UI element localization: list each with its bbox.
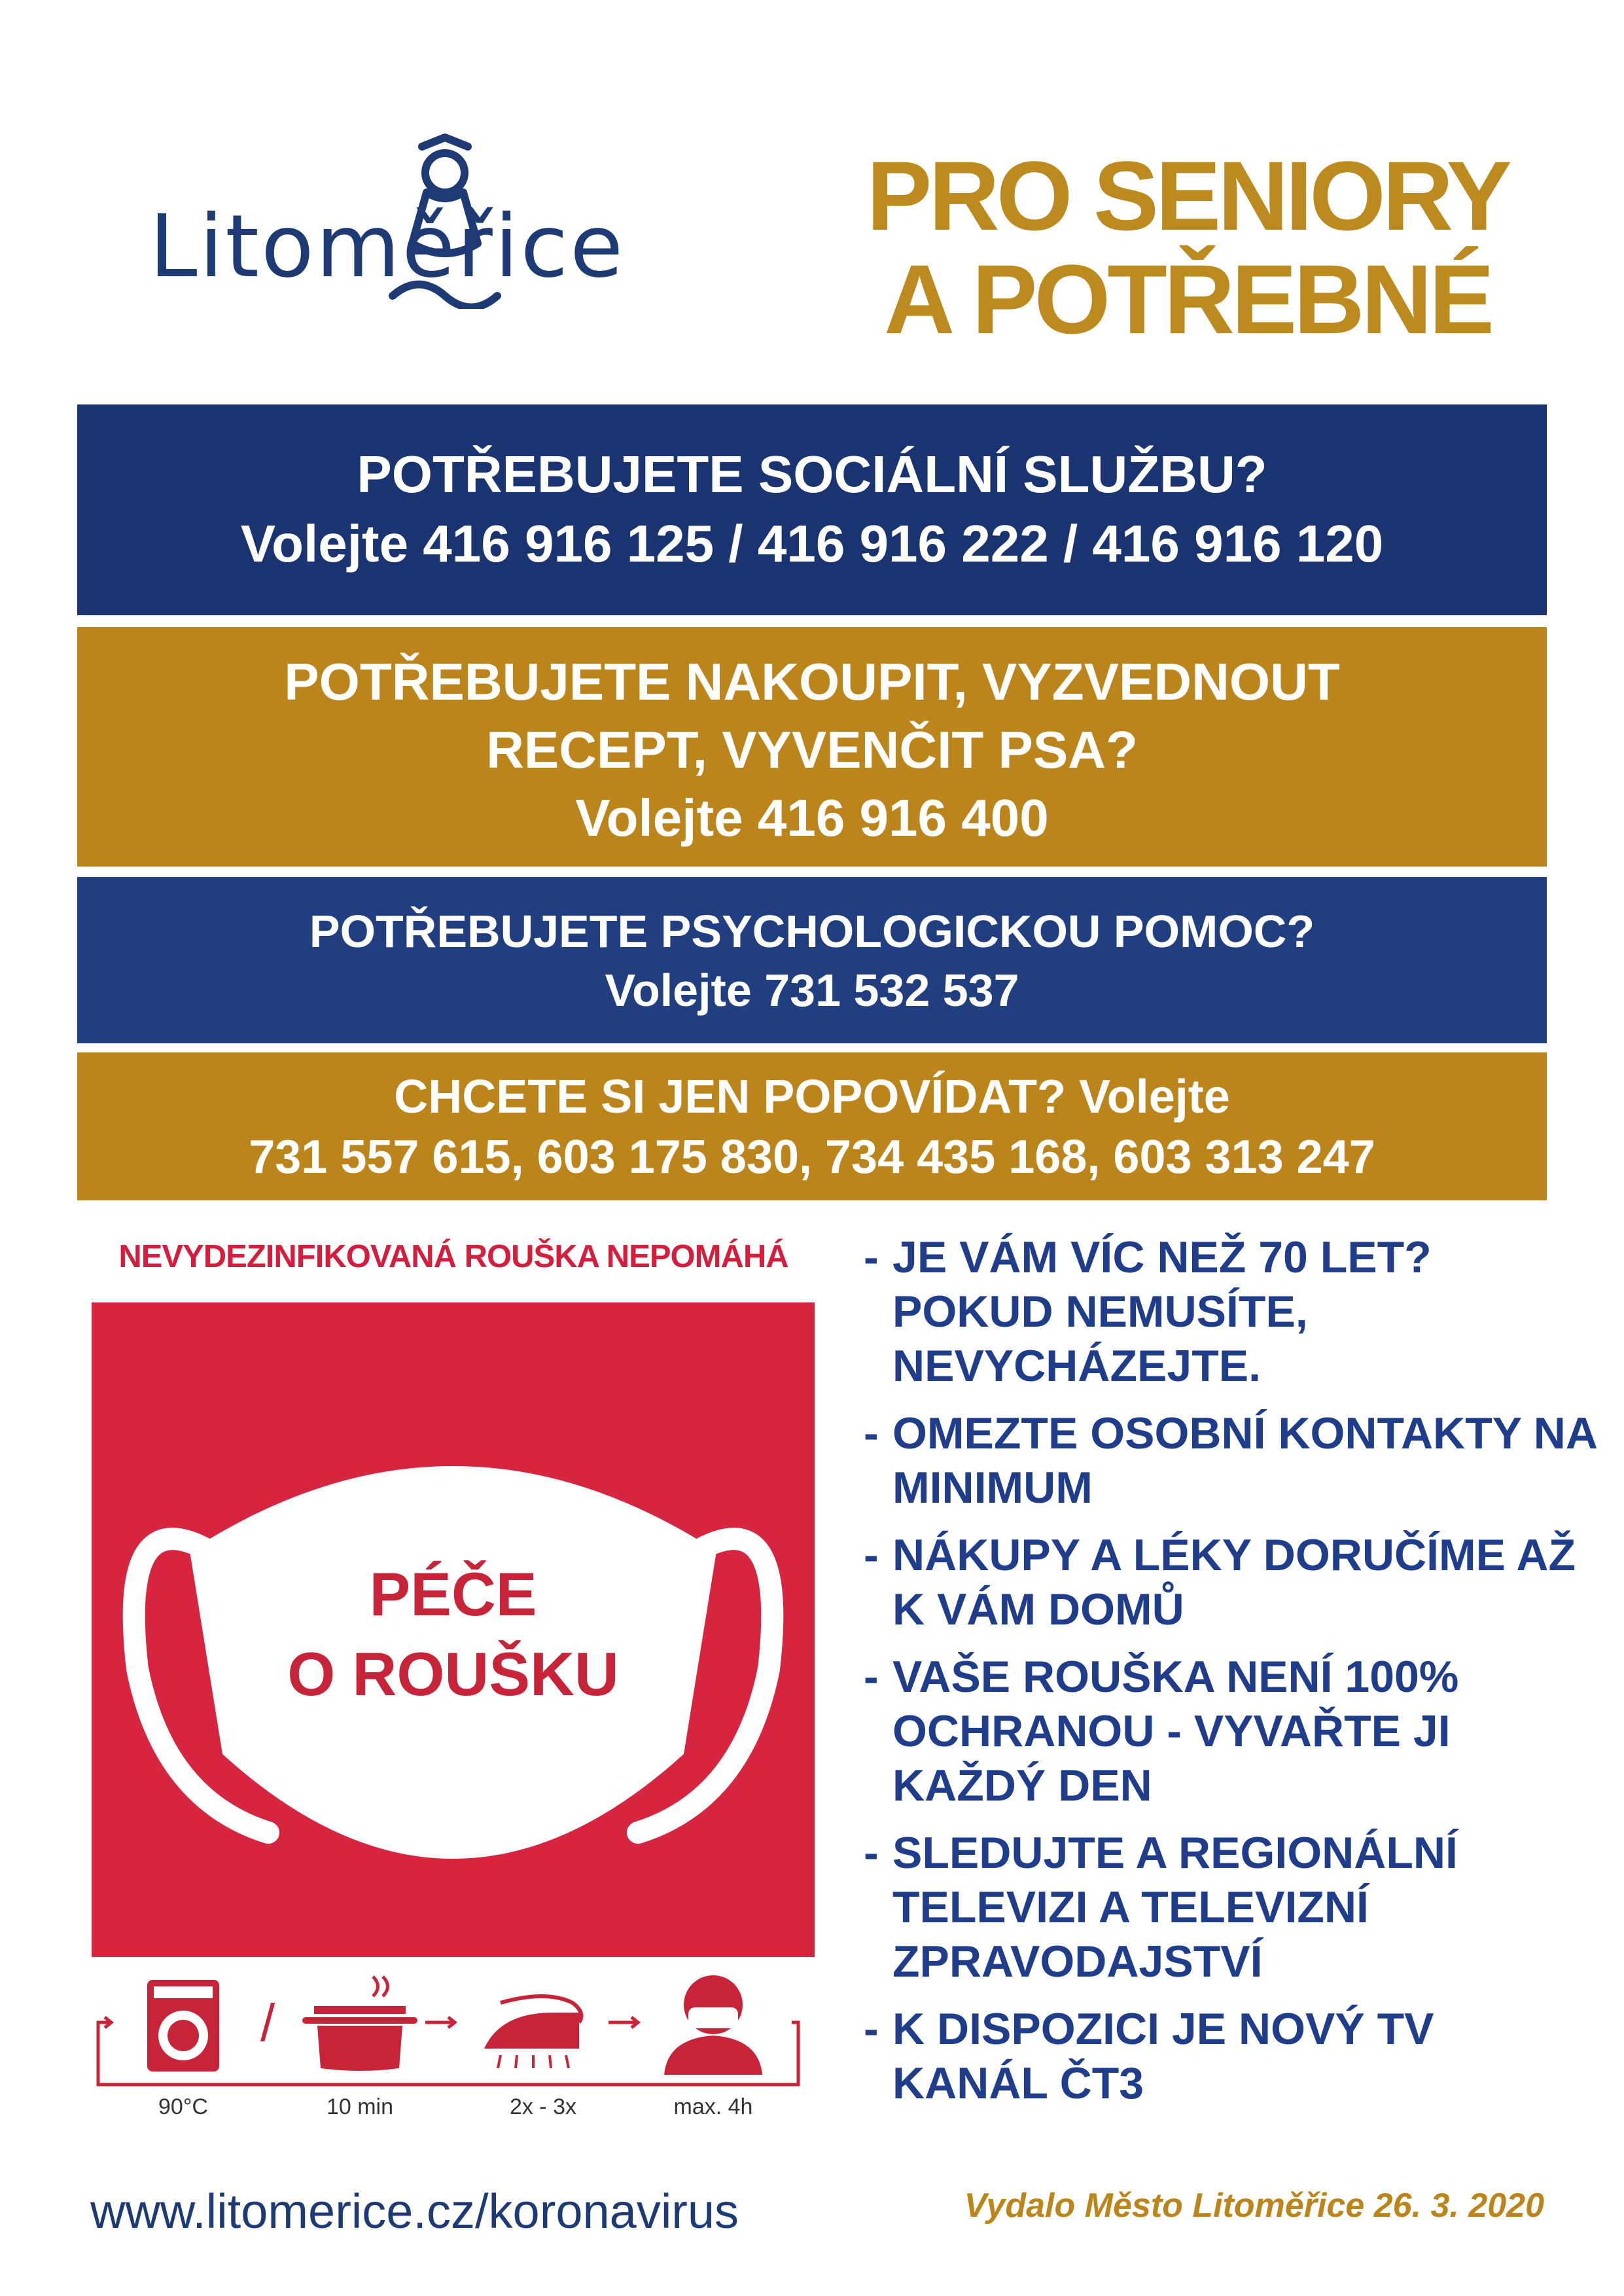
band-phone-numbers: Volejte 731 532 537 <box>605 965 1019 1016</box>
bullet-dash: - <box>864 1652 879 1702</box>
band-social-service <box>77 404 1547 615</box>
city-logo <box>144 124 746 321</box>
band-heading: POTŘEBUJETE PSYCHOLOGICKOU POMOC? <box>309 906 1315 957</box>
advice-text: SLEDUJTE A REGIONÁLNÍ TELEVIZI A TELEVIZNÍ ZPRAVODAJSTVÍ <box>892 1828 1458 1986</box>
step-label: 90°C <box>158 2094 208 2119</box>
list-item <box>864 1407 1597 1515</box>
list-item <box>864 1528 1597 1637</box>
list-item <box>864 1826 1597 1989</box>
step-separator: / <box>260 1994 275 2052</box>
bullet-dash: - <box>864 2004 879 2054</box>
list-item <box>864 1230 1597 1393</box>
advice-text: JE VÁM VÍC NEŽ 70 LET? POKUD NEMUSÍTE, NEVYCHÁZEJTE. <box>892 1232 1432 1391</box>
mask-care-steps <box>92 1964 815 2117</box>
mask-care-card <box>92 1302 815 2117</box>
band-heading: POTŘEBUJETE SOCIÁLNÍ SLUŽBU? <box>357 445 1267 503</box>
advice-text: NÁKUPY A LÉKY DORUČÍME AŽ K VÁM DOMŮ <box>892 1530 1576 1634</box>
band-psychological-help <box>77 877 1547 1043</box>
headline-line-1: PRO SENIORY <box>866 141 1509 251</box>
mask-care-title <box>92 1554 815 1714</box>
headline-line-2: A POTŘEBNÉ <box>884 244 1491 354</box>
band-shopping-help <box>77 627 1547 867</box>
band-phone-numbers: 731 557 615, 603 175 830, 734 435 168, 603 313 247 <box>249 1131 1375 1183</box>
logo-wordmark: Litoměřice <box>149 196 626 297</box>
website-url[interactable]: www.litomerice.cz/koronavirus <box>90 2184 739 2238</box>
bullet-dash: - <box>864 1828 879 1878</box>
bullet-dash: - <box>864 1232 879 1282</box>
band-phone-numbers: Volejte 416 916 400 <box>575 789 1049 847</box>
mask-title-line-2: O ROUŠKU <box>287 1640 619 1708</box>
band-heading-cont: RECEPT, VYVENČIT PSA? <box>486 721 1138 779</box>
issued-by-note: Vydalo Město Litoměřice 26. 3. 2020 <box>964 2187 1544 2225</box>
mask-warning: NEVYDEZINFIKOVANÁ ROUŠKA NEPOMÁHÁ <box>118 1239 788 1274</box>
advice-text: K DISPOZICI JE NOVÝ TV KANÁL ČT3 <box>892 2004 1434 2108</box>
cooking-pot-icon <box>301 1970 419 2075</box>
mask-title-line-1: PÉČE <box>369 1560 537 1628</box>
band-heading: POTŘEBUJETE NAKOUPIT, VYZVEDNOUT <box>284 653 1340 711</box>
washing-machine-icon <box>144 1977 222 2075</box>
advice-text: OMEZTE OSOBNÍ KONTAKTY NA MINIMUM <box>892 1408 1597 1513</box>
band-chat-line <box>77 1052 1547 1200</box>
step-label: 10 min <box>326 2094 394 2119</box>
advice-list <box>864 1230 1597 2124</box>
bullet-dash: - <box>864 1530 879 1580</box>
step-label: max. 4h <box>673 2094 753 2119</box>
iron-icon <box>474 1977 605 2075</box>
masked-person-icon <box>658 1967 769 2078</box>
list-item <box>864 1650 1597 1813</box>
band-heading: CHCETE SI JEN POPOVÍDAT? Volejte <box>394 1071 1230 1123</box>
headline <box>785 141 1590 354</box>
advice-text: VAŠE ROUŠKA NENÍ 100% OCHRANOU - VYVAŘTE JI KAŽDÝ DEN <box>892 1652 1459 1810</box>
step-label: 2x - 3x <box>509 2094 577 2119</box>
bullet-dash: - <box>864 1408 879 1458</box>
list-item <box>864 2002 1597 2111</box>
band-phone-numbers: Volejte 416 916 125 / 416 916 222 / 416 916 120 <box>240 514 1384 573</box>
